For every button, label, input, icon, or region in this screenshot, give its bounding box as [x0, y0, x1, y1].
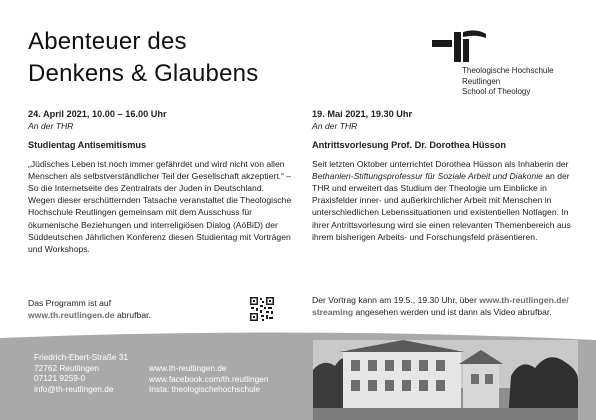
- title-line-2: Denkens & Glaubens: [28, 60, 259, 87]
- program-note: [28, 297, 238, 321]
- streaming-link[interactable]: www.th-reutlingen.de/ streaming: [312, 295, 569, 318]
- footer-facebook-link[interactable]: www.facebook.com/th.reutlingen: [149, 373, 269, 384]
- program-link[interactable]: www.th.reutlingen.de: [28, 310, 115, 321]
- event-heading: Antrittsvorlesung Prof. Dr. Dorothea Hüsson: [312, 140, 506, 151]
- streaming-note: [312, 294, 574, 318]
- event-antisemitismus: [28, 108, 296, 255]
- footer-city: 72762 Reutlingen: [34, 362, 100, 373]
- footer-phone: 07121 9259-0: [34, 373, 86, 384]
- footer-instagram[interactable]: Insta: theologischehochschule: [149, 384, 261, 395]
- stream-part-a: Der Vortrag kann am 19.5., 19.30 Uhr, über: [312, 295, 480, 305]
- logo-wordmark: [462, 66, 554, 98]
- footer-web-link[interactable]: www.th-reutlingen.de: [149, 363, 227, 373]
- footer-address: [34, 352, 128, 394]
- campus-building-photo: [313, 340, 578, 420]
- institution-logo-icon: [432, 28, 492, 64]
- event-antrittsvorlesung: [312, 108, 574, 243]
- event-paragraph: [312, 158, 574, 243]
- stream-part-b: angesehen werden und ist dann als Video abrufbar.: [353, 307, 552, 318]
- title-line-1: Abenteuer des: [28, 28, 187, 55]
- event-paragraph-1: „Jüdisches Leben ist noch immer gefährdet und wird nicht von allen Menschen als selbstverständlicher Teil der Gesellschaft akzeptiert.“ – So die Internetseite des Zentralrats der Juden in Deutschland.: [28, 158, 292, 194]
- event-paragraph-2: Wegen dieser erschütternden Tatsache veranstaltet die Theologische Hochschule Reutlingen gemeinsam mit dem Ausschuss für ökumenische Beziehungen und interreligiösen Dialog (AöBiD) der Süddeutschen Jährlichen Konferenz diesen Studientag mit Vorträgen und Workshops.: [28, 195, 292, 255]
- event-place: An der THR: [312, 121, 358, 132]
- event-heading: Studientag Antisemitismus: [28, 140, 147, 151]
- footer-street: Friedrich-Ebert-Straße 31: [34, 352, 129, 362]
- qr-code-icon[interactable]: [249, 296, 275, 322]
- logo-line-1: Theologische Hochschule: [462, 66, 554, 75]
- logo-line-2: Reutlingen: [462, 76, 501, 86]
- program-prefix: Das Programm ist auf: [28, 298, 112, 308]
- footer-links: [149, 363, 268, 395]
- paragraph-part-a: Seit letzten Oktober unterrichtet Dorothea Hüsson als Inhaberin der: [312, 158, 569, 169]
- professorship-name: Bethanien-Stiftungsprofessur für Soziale Arbeit und Diakonie: [312, 170, 543, 181]
- paragraph-part-b: an der THR und erweitert das Studium der Theologie um Einblicke in Praxisfelder inner- und außerkirchlicher Arbeit mit Menschen in unterschiedlichen Lebenssituationen und existentiellen Notlagen. In ihrer Antrittsvorlesung wird sie einen relevanten Themenbereich aus ihrem bisherigen Arbeits- und Forschungsfeld präsentieren.: [312, 170, 571, 242]
- institution-logo: [432, 28, 572, 98]
- logo-line-3: School of Theology: [462, 87, 531, 96]
- event-date: 19. Mai 2021, 19.30 Uhr: [312, 109, 413, 119]
- program-suffix: abrufbar.: [114, 310, 151, 321]
- event-date: 24. April 2021, 10.00 – 16.00 Uhr: [28, 109, 167, 119]
- event-place: An der THR: [28, 121, 74, 132]
- footer-email[interactable]: info@th-reutlingen.de: [34, 383, 114, 394]
- page-title: [28, 26, 258, 90]
